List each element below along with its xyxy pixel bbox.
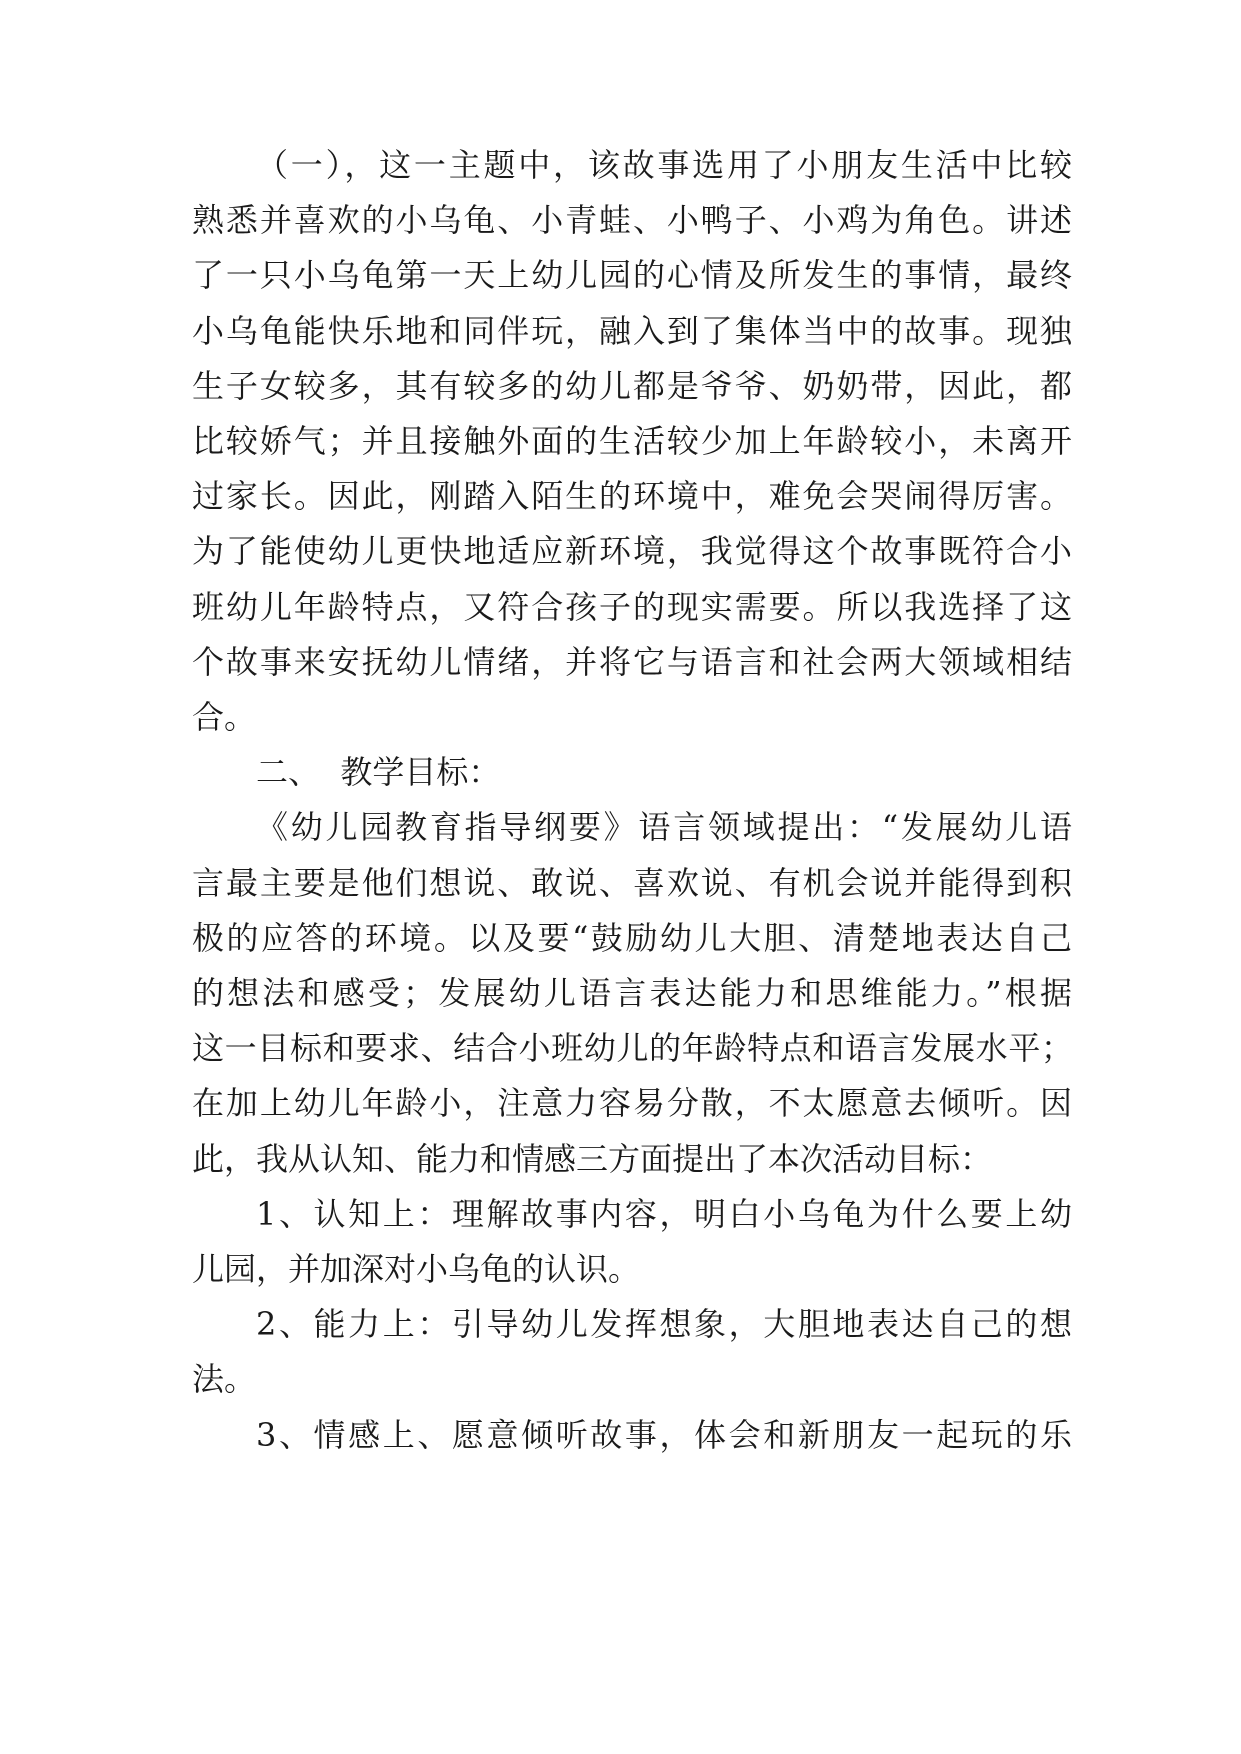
list-item-line: 儿园，并加深对小乌龟的认识。 [192, 1250, 641, 1288]
paragraph-line: 为了能使幼儿更快地适应新环境，我觉得这个故事既符合小 [192, 532, 1072, 570]
paragraph-line: 极的应答的环境。以及要“鼓励幼儿大胆、清楚地表达自己 [192, 919, 1072, 957]
paragraph-line: 熟悉并喜欢的小乌龟、小青蛙、小鸭子、小鸡为角色。讲述 [192, 201, 1072, 239]
list-item-line: 1、认知上：理解故事内容，明白小乌龟为什么要上幼 [256, 1195, 1072, 1233]
paragraph-line: 生子女较多，其有较多的幼儿都是爷爷、奶奶带，因此，都 [192, 367, 1072, 405]
paragraph-line: 这一目标和要求、结合小班幼儿的年龄特点和语言发展水平； [192, 1029, 1072, 1067]
list-item-line: 法。 [192, 1360, 257, 1398]
paragraph-line: 在加上幼儿年龄小，注意力容易分散，不太愿意去倾听。因 [192, 1084, 1072, 1122]
paragraph-line: 个故事来安抚幼儿情绪，并将它与语言和社会两大领域相结 [192, 643, 1072, 681]
paragraph-line: 过家长。因此，刚踏入陌生的环境中，难免会哭闹得厉害。 [192, 477, 1072, 515]
paragraph-line: （一），这一主题中，该故事选用了小朋友生活中比较 [256, 146, 1072, 184]
list-item-line: 3、情感上、愿意倾听故事，体会和新朋友一起玩的乐 [256, 1416, 1072, 1454]
paragraph-line: 了一只小乌龟第一天上幼儿园的心情及所发生的事情，最终 [192, 256, 1072, 294]
paragraph-line: 班幼儿年龄特点，又符合孩子的现实需要。所以我选择了这 [192, 588, 1072, 626]
paragraph-line: 小乌龟能快乐地和同伴玩，融入到了集体当中的故事。现独 [192, 312, 1072, 350]
paragraph-line: 言最主要是他们想说、敢说、喜欢说、有机会说并能得到积 [192, 864, 1072, 902]
paragraph-line: 《幼儿园教育指导纲要》语言领域提出：“发展幼儿语 [256, 808, 1072, 846]
list-item-line: 2、能力上：引导幼儿发挥想象，大胆地表达自己的想 [256, 1305, 1072, 1343]
paragraph-line: 的想法和感受；发展幼儿语言表达能力和思维能力。”根据 [192, 974, 1072, 1012]
paragraph-line: 比较娇气；并且接触外面的生活较少加上年龄较小，未离开 [192, 422, 1072, 460]
paragraph-line: 合。 [192, 698, 257, 736]
paragraph-line: 此，我从认知、能力和情感三方面提出了本次活动目标： [192, 1140, 993, 1178]
section-heading: 二、 教学目标： [256, 753, 501, 791]
